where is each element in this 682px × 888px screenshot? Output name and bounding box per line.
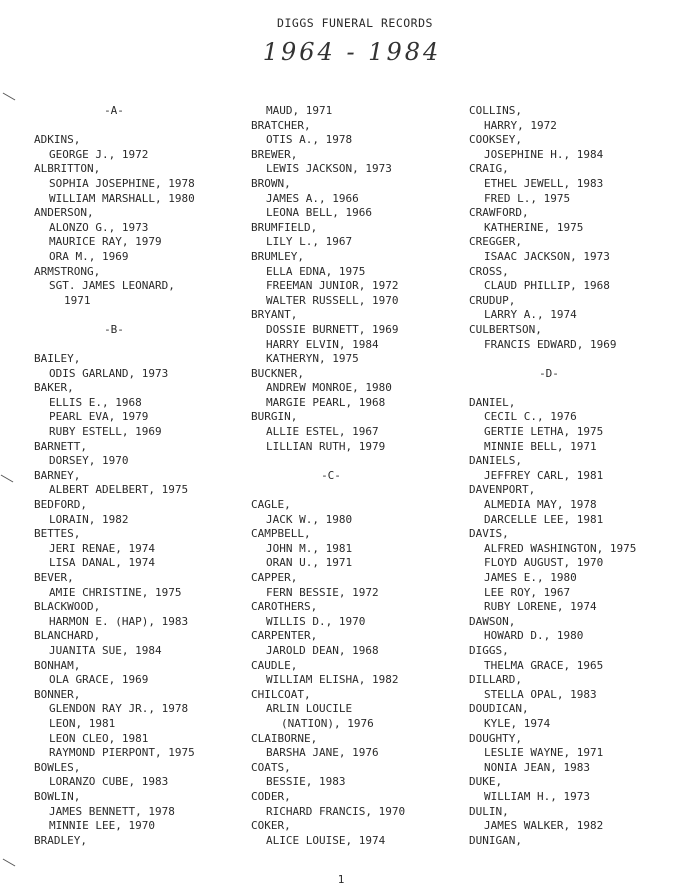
given-name-entry: ALONZO G., 1973 [49,220,149,234]
given-name-entry: LEWIS JACKSON, 1973 [266,162,392,176]
section-letter-heading: -D- [539,366,559,380]
surname-entry: CRAWFORD, [469,206,529,220]
surname-entry: DUNIGAN, [469,833,522,847]
surname-entry: CHILCOAT, [251,687,311,701]
given-name-entry: JAMES BENNETT, 1978 [49,804,175,818]
surname-entry: BROWN, [251,176,291,190]
surname-entry: BARNETT, [34,439,87,453]
given-name-entry: WILLIAM H., 1973 [484,789,590,803]
given-name-entry: RICHARD FRANCIS, 1970 [266,804,406,818]
surname-entry: CREGGER, [469,235,522,249]
surname-entry: BEVER, [34,571,74,584]
given-name-entry: LEON CLEO, 1981 [49,731,149,745]
given-name-entry: NONIA JEAN, 1983 [484,760,590,774]
surname-entry: COLLINS, [469,104,522,117]
surname-entry: DANIEL, [469,395,516,409]
given-name-entry: HARMON E. (HAP), 1983 [49,614,189,628]
given-name-entry: ALICE LOUISE, 1974 [266,833,386,847]
given-name-entry: RAYMOND PIERPONT, 1975 [49,746,195,760]
column-3 [469,104,636,848]
given-name-entry: JERI RENAE, 1974 [49,541,155,555]
surname-entry: DANIELS, [469,454,522,468]
surname-entry: BETTES, [34,527,81,541]
given-name-entry: JAMES A., 1966 [266,191,359,205]
given-name-entry: MARGIE PEARL, 1968 [266,395,386,409]
surname-entry: BLACKWOOD, [34,600,101,614]
surname-entry: CODER, [251,789,291,803]
given-name-entry: CLAUD PHILLIP, 1968 [484,279,610,293]
given-name-entry: ALMEDIA MAY, 1978 [484,498,597,512]
given-name-entry: SOPHIA JOSEPHINE, 1978 [49,176,195,190]
given-name-entry: THELMA GRACE, 1965 [484,658,604,672]
surname-entry: DILLARD, [469,673,522,687]
given-name-entry: WILLIS D., 1970 [266,614,366,628]
given-name-entry: ALFRED WASHINGTON, 1975 [484,541,637,555]
given-name-entry: DOSSIE BURNETT, 1969 [266,322,399,336]
blank-line [34,338,195,353]
given-name-entry: HOWARD D., 1980 [484,629,584,643]
given-name-entry: LEONA BELL, 1966 [266,206,372,220]
surname-entry: COKER, [251,819,291,833]
given-name-entry: ALBERT ADELBERT, 1975 [49,483,189,497]
given-name-entry: OLA GRACE, 1969 [49,673,149,687]
blank-line [469,352,636,367]
surname-entry: CRUDUP, [469,293,516,307]
surname-entry: CRAIG, [469,162,509,176]
given-name-entry: LORANZO CUBE, 1983 [49,775,169,789]
margin-mark [3,93,16,101]
given-name-entry: FREEMAN JUNIOR, 1972 [266,279,399,293]
surname-entry: ANDERSON, [34,206,94,220]
surname-entry: COOKSEY, [469,133,522,147]
given-name-entry: MAUD, 1971 [266,104,333,117]
given-name-entry: FRANCIS EDWARD, 1969 [484,337,617,351]
given-name-entry: DORSEY, 1970 [49,454,129,468]
surname-entry: CAUDLE, [251,658,298,672]
blank-line [469,381,636,396]
given-name-entry: GEORGE J., 1972 [49,147,149,161]
surname-entry: BUCKNER, [251,366,304,380]
page-title: DIGGS FUNERAL RECORDS [277,16,433,30]
given-name-entry: ARLIN LOUCILE [266,702,353,716]
given-name-entry: LORAIN, 1982 [49,512,129,526]
surname-entry: DAVENPORT, [469,483,536,497]
given-name-entry: 1971 [64,293,91,307]
section-letter-heading: -A- [104,104,124,117]
handwritten-years: 1964 - 1984 [262,38,442,66]
surname-entry: BAKER, [34,381,74,395]
surname-entry: DULIN, [469,804,509,818]
surname-entry: CROSS, [469,264,509,278]
given-name-entry: MAURICE RAY, 1979 [49,235,162,249]
section-letter-heading: -C- [321,468,341,482]
surname-entry: BARNEY, [34,468,81,482]
surname-entry: CAPPER, [251,571,298,584]
given-name-entry: CECIL C., 1976 [484,410,577,424]
given-name-entry: MINNIE BELL, 1971 [484,439,597,453]
section-letter-heading: -B- [104,322,124,336]
given-name-entry: ORAN U., 1971 [266,556,353,570]
given-name-entry: KATHERYN, 1975 [266,352,359,366]
blank-line [251,483,411,498]
given-name-entry: KATHERINE, 1975 [484,220,584,234]
surname-entry: ALBRITTON, [34,162,101,176]
given-name-entry: OTIS A., 1978 [266,133,353,147]
given-name-entry: HARRY, 1972 [484,118,557,132]
surname-entry: BREWER, [251,147,298,161]
given-name-entry: LEE ROY, 1967 [484,585,571,599]
given-name-entry: ETHEL JEWELL, 1983 [484,176,604,190]
given-name-entry: ORA M., 1969 [49,249,129,263]
given-name-entry: LISA DANAL, 1974 [49,556,155,570]
given-name-entry: KYLE, 1974 [484,716,551,730]
given-name-entry: GLENDON RAY JR., 1978 [49,702,189,716]
given-name-entry: STELLA OPAL, 1983 [484,687,597,701]
surname-entry: CAROTHERS, [251,600,318,614]
surname-entry: BRUMLEY, [251,249,304,263]
given-name-entry: WILLIAM MARSHALL, 1980 [49,191,195,205]
surname-entry: ARMSTRONG, [34,264,101,278]
surname-entry: BONHAM, [34,658,81,672]
given-name-entry: GERTIE LETHA, 1975 [484,425,604,439]
given-name-entry: JUANITA SUE, 1984 [49,643,162,657]
surname-entry: ADKINS, [34,133,81,147]
surname-entry: DOUGHTY, [469,731,522,745]
column-2 [251,104,411,848]
surname-entry: CLAIBORNE, [251,731,318,745]
given-name-entry: LILLIAN RUTH, 1979 [266,439,386,453]
given-name-entry: MINNIE LEE, 1970 [49,819,155,833]
surname-entry: BONNER, [34,687,81,701]
given-name-entry: ANDREW MONROE, 1980 [266,381,392,395]
surname-entry: CAMPBELL, [251,527,311,541]
surname-entry: DIGGS, [469,643,509,657]
margin-mark [1,475,14,483]
surname-entry: BOWLES, [34,760,81,774]
given-name-entry: (NATION), 1976 [281,716,374,730]
given-name-entry: WALTER RUSSELL, 1970 [266,293,399,307]
surname-entry: BRUMFIELD, [251,220,318,234]
given-name-entry: FERN BESSIE, 1972 [266,585,379,599]
given-name-entry: JAMES WALKER, 1982 [484,819,604,833]
surname-entry: BEDFORD, [34,498,87,512]
given-name-entry: ISAAC JACKSON, 1973 [484,249,610,263]
surname-entry: BRATCHER, [251,118,311,132]
surname-entry: CULBERTSON, [469,322,542,336]
given-name-entry: WILLIAM ELISHA, 1982 [266,673,399,687]
given-name-entry: JOHN M., 1981 [266,541,353,555]
surname-entry: BRADLEY, [34,833,87,847]
page-number: 1 [337,873,345,886]
blank-line [34,308,195,323]
given-name-entry: PEARL EVA, 1979 [49,410,149,424]
given-name-entry: LESLIE WAYNE, 1971 [484,746,604,760]
given-name-entry: LILY L., 1967 [266,235,353,249]
surname-entry: DUKE, [469,775,503,789]
given-name-entry: ALLIE ESTEL, 1967 [266,425,379,439]
given-name-entry: HARRY ELVIN, 1984 [266,337,379,351]
given-name-entry: LARRY A., 1974 [484,308,577,322]
surname-entry: DAWSON, [469,614,516,628]
given-name-entry: JAMES E., 1980 [484,571,577,584]
surname-entry: CARPENTER, [251,629,318,643]
given-name-entry: BESSIE, 1983 [266,775,346,789]
given-name-entry: BARSHA JANE, 1976 [266,746,379,760]
surname-entry: BRYANT, [251,308,298,322]
given-name-entry: AMIE CHRISTINE, 1975 [49,585,182,599]
given-name-entry: LEON, 1981 [49,716,116,730]
blank-line [251,454,411,469]
surname-entry: DAVIS, [469,527,509,541]
given-name-entry: ELLIS E., 1968 [49,395,142,409]
surname-entry: BLANCHARD, [34,629,101,643]
given-name-entry: DARCELLE LEE, 1981 [484,512,604,526]
given-name-entry: RUBY ESTELL, 1969 [49,425,162,439]
surname-entry: COATS, [251,760,291,774]
blank-line [34,119,195,134]
given-name-entry: FLOYD AUGUST, 1970 [484,556,604,570]
surname-entry: BAILEY, [34,352,81,366]
given-name-entry: JOSEPHINE H., 1984 [484,147,604,161]
given-name-entry: FRED L., 1975 [484,191,571,205]
given-name-entry: ODIS GARLAND, 1973 [49,366,169,380]
given-name-entry: JEFFREY CARL, 1981 [484,468,604,482]
given-name-entry: RUBY LORENE, 1974 [484,600,597,614]
given-name-entry: JACK W., 1980 [266,512,353,526]
surname-entry: CAGLE, [251,498,291,512]
surname-entry: BOWLIN, [34,789,81,803]
given-name-entry: ELLA EDNA, 1975 [266,264,366,278]
given-name-entry: SGT. JAMES LEONARD, [49,279,175,293]
given-name-entry: JAROLD DEAN, 1968 [266,643,379,657]
margin-mark [3,859,16,867]
column-1 [34,104,195,848]
surname-entry: BURGIN, [251,410,298,424]
surname-entry: DOUDICAN, [469,702,529,716]
